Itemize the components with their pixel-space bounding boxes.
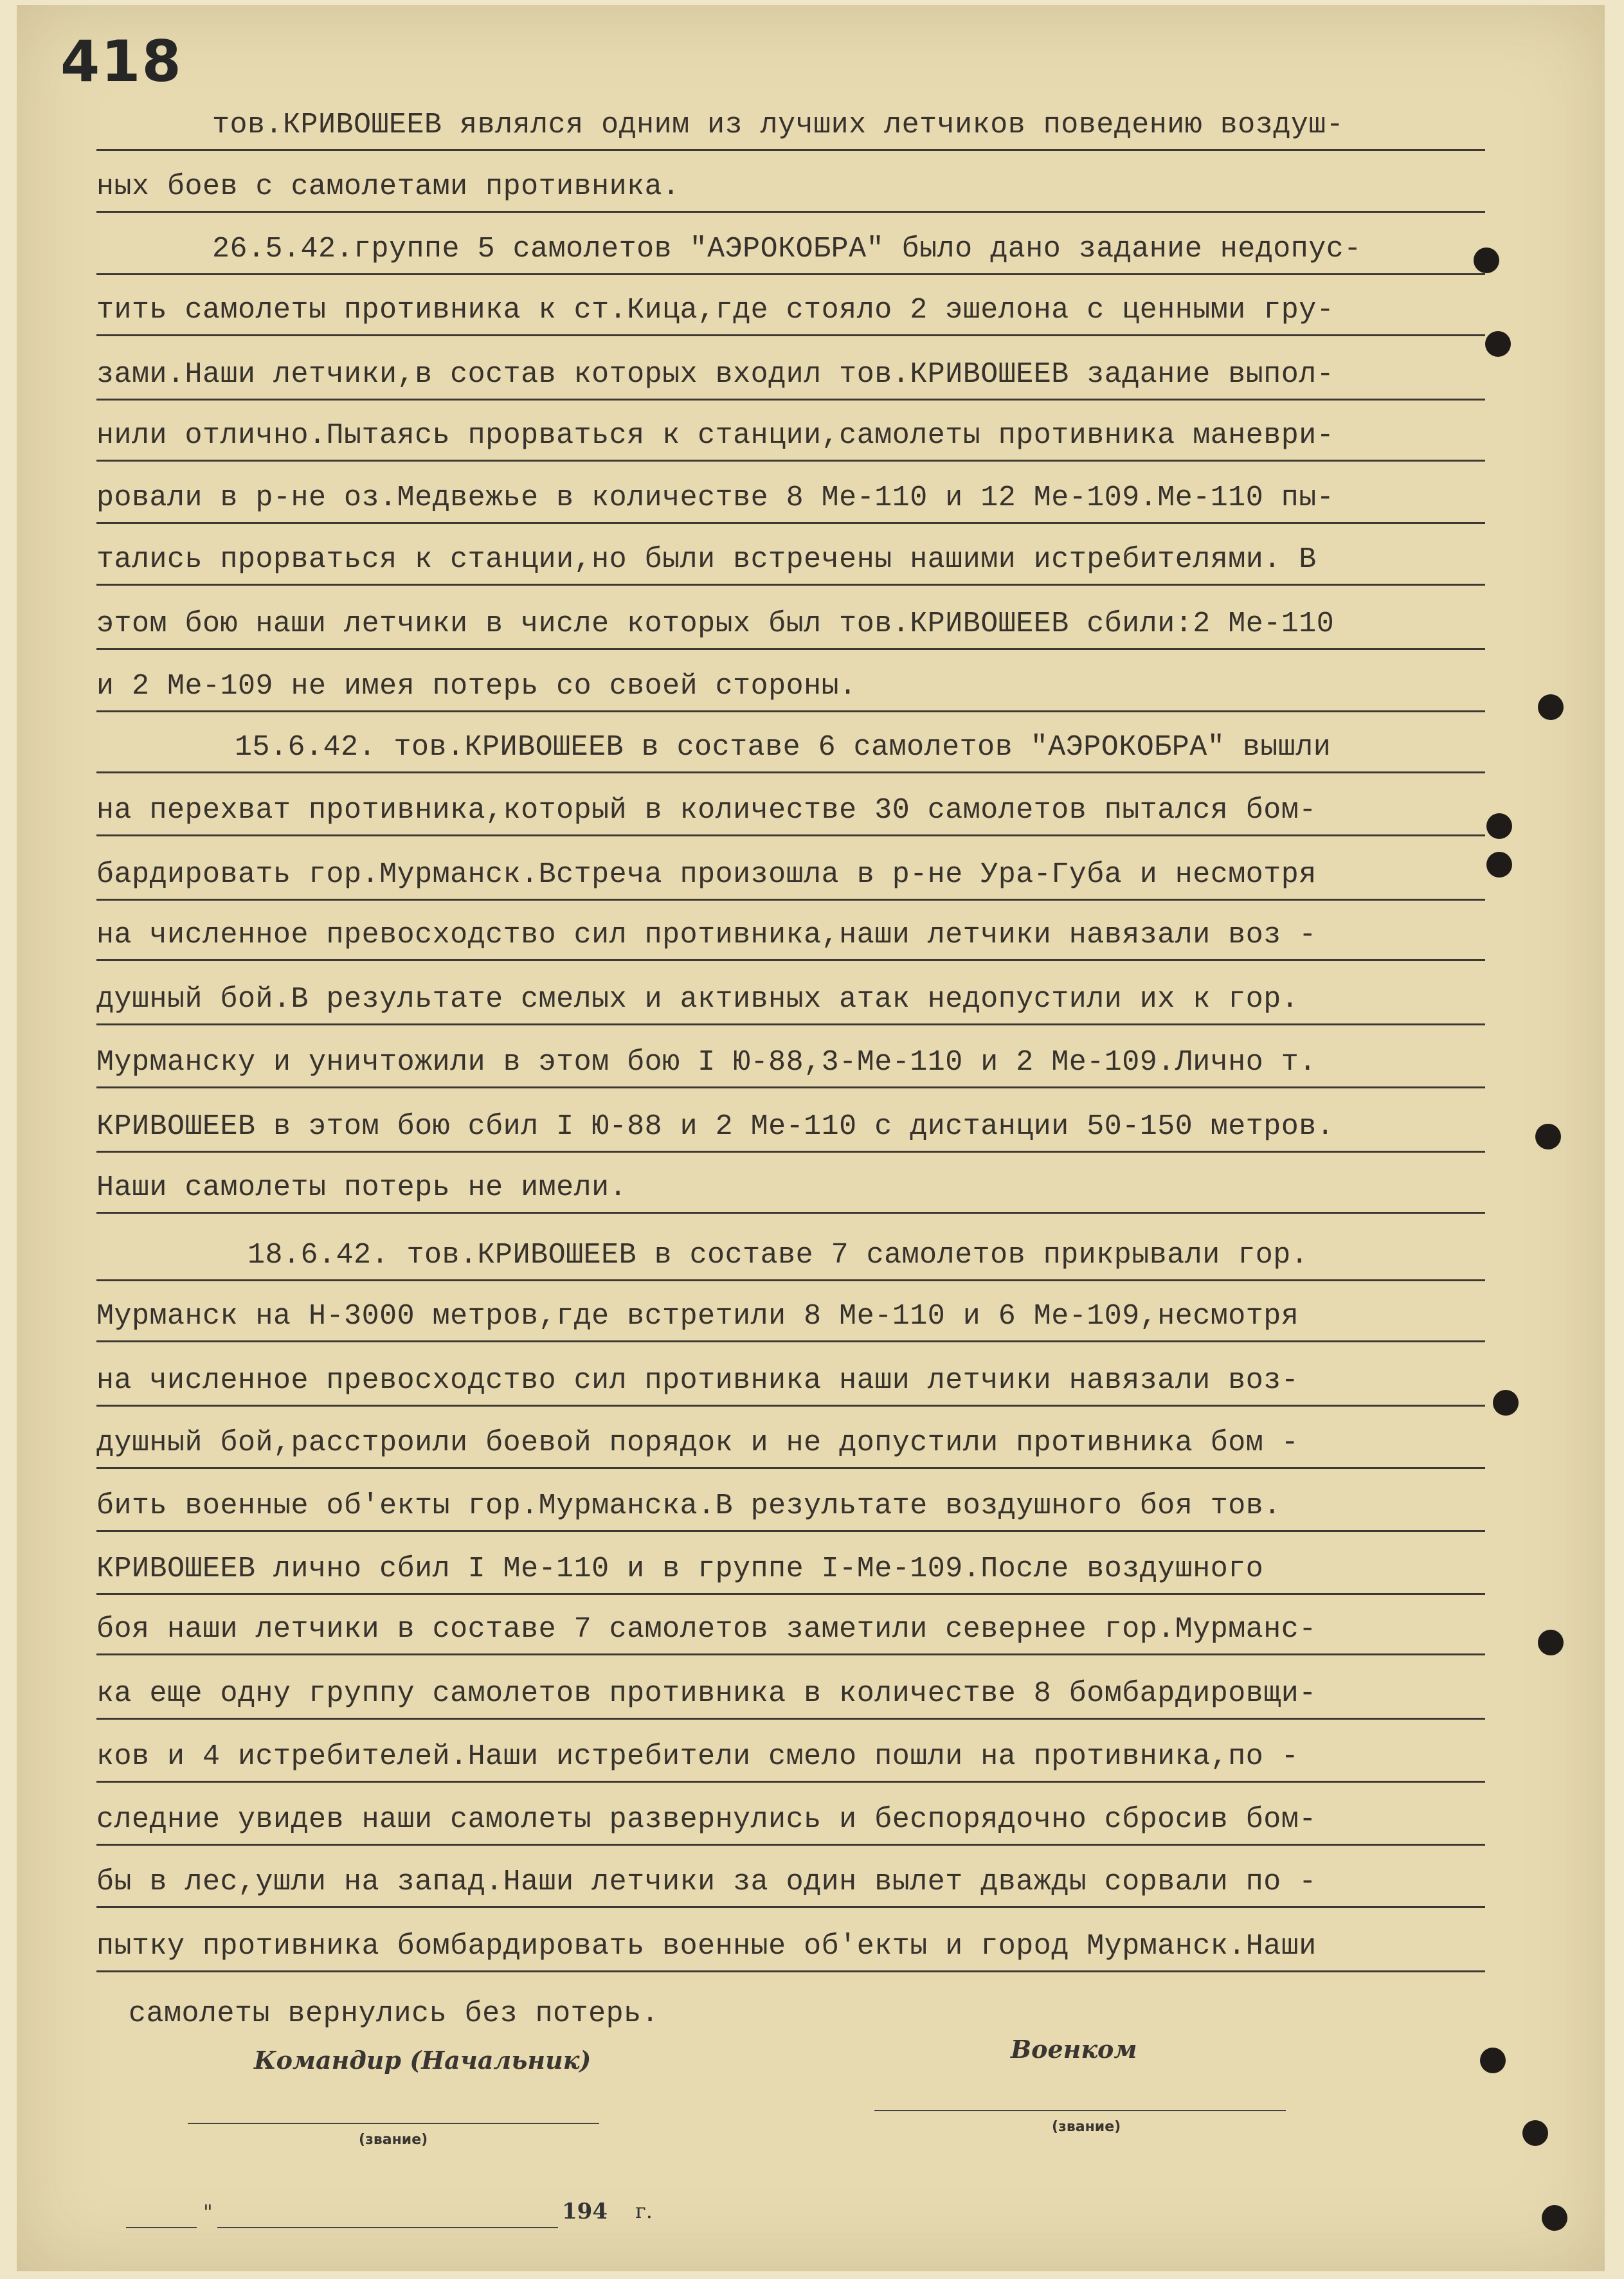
commissar-label: Военком [1011, 2035, 1137, 2064]
body-line: бить военные об'екты гор.Мурманска.В результате воздушного боя тов. [96, 1490, 1281, 1522]
body-line: тить самолеты противника к ст.Кица,где стояло 2 эшелона с ценными гру- [96, 294, 1335, 327]
body-line: на численное превосходство сил противника наши летчики навязали воз- [96, 1364, 1299, 1397]
body-line: 18.6.42. тов.КРИВОШЕЕВ в составе 7 самолетов прикрывали гор. [248, 1239, 1309, 1272]
ruled-line [96, 834, 1485, 836]
binding-hole [1486, 813, 1512, 839]
binding-hole [1486, 852, 1512, 878]
binding-hole [1538, 1630, 1564, 1655]
date-quote: " [203, 2200, 213, 2224]
ruled-line [96, 1970, 1485, 1972]
body-line: душный бой,расстроили боевой порядок и не допустили противника бом - [96, 1427, 1299, 1459]
ruled-line [96, 1718, 1485, 1720]
body-line: ков и 4 истребителей.Наши истребители смело пошли на противника,по - [96, 1740, 1299, 1773]
binding-hole [1542, 2205, 1567, 2231]
ruled-line [96, 1212, 1485, 1214]
binding-hole [1535, 1124, 1561, 1149]
body-line: Мурманск на Н-3000 метров,где встретили 8 Ме-110 и 6 Ме-109,несмотря [96, 1300, 1299, 1333]
body-line: 26.5.42.группе 5 самолетов "АЭРОКОБРА" было дано задание недопус- [212, 233, 1362, 266]
date-day-line [126, 2227, 197, 2228]
body-line: на перехват противника,который в количестве 30 самолетов пытался бом- [96, 794, 1317, 827]
commissar-signature-line [874, 2110, 1286, 2111]
ruled-line [96, 710, 1485, 712]
year-suffix: г. [635, 2199, 653, 2223]
body-line: следние увидев наши самолеты развернулись и беспорядочно сбросив бом- [96, 1803, 1317, 1836]
body-line: ных боев с самолетами противника. [96, 170, 680, 203]
body-line: этом бою наши летчики в числе которых был тов.КРИВОШЕЕВ сбили:2 Ме-110 [96, 608, 1335, 640]
date-month-line [217, 2227, 558, 2228]
ruled-line [96, 1530, 1485, 1532]
body-line: душный бой.В результате смелых и активных атак недопустили их к гор. [96, 983, 1299, 1016]
ruled-line [96, 399, 1485, 401]
ruled-line [96, 149, 1485, 151]
commissar-rank-label: (звание) [1052, 2119, 1121, 2135]
ruled-line [96, 1086, 1485, 1088]
body-line: нили отлично.Пытаясь прорваться к станции,самолеты противника маневри- [96, 419, 1335, 452]
binding-hole [1485, 331, 1511, 357]
body-line: Мурманску и уничтожили в этом бою I Ю-88,3-Ме-110 и 2 Ме-109.Лично т. [96, 1046, 1317, 1079]
ruled-line [96, 959, 1485, 961]
binding-hole [1480, 2048, 1506, 2073]
ruled-line [96, 1023, 1485, 1025]
commander-label: Командир (Начальник) [254, 2046, 591, 2075]
binding-hole [1522, 2120, 1548, 2146]
ruled-line [96, 1844, 1485, 1846]
body-line: и 2 Ме-109 не имея потерь со своей стороны. [96, 670, 857, 703]
body-line: КРИВОШЕЕВ в этом бою сбил I Ю-88 и 2 Ме-110 с дистанции 50-150 метров. [96, 1110, 1335, 1143]
body-line: самолеты вернулись без потерь. [129, 1997, 660, 2030]
ruled-line [96, 899, 1485, 901]
body-line: бардировать гор.Мурманск.Встреча произошла в р-не Ура-Губа и несмотря [96, 858, 1317, 891]
ruled-line [96, 1467, 1485, 1469]
ruled-line [96, 1340, 1485, 1342]
page-number: 418 [60, 28, 183, 95]
body-line: пытку противника бомбардировать военные об'екты и город Мурманск.Наши [96, 1930, 1317, 1963]
body-line: бы в лес,ушли на запад.Наши летчики за один вылет дважды сорвали по - [96, 1866, 1317, 1898]
year-prefix: 194 [562, 2199, 608, 2224]
ruled-line [96, 273, 1485, 275]
body-line: Наши самолеты потерь не имели. [96, 1171, 627, 1204]
body-line: тов.КРИВОШЕЕВ являлся одним из лучших летчиков поведению воздуш- [212, 109, 1344, 141]
ruled-line [96, 211, 1485, 213]
commander-signature-line [188, 2123, 599, 2124]
commander-rank-label: (звание) [359, 2132, 428, 2148]
ruled-line [96, 1593, 1485, 1595]
body-line: на численное превосходство сил противника,наши летчики навязали воз - [96, 919, 1317, 951]
binding-hole [1474, 248, 1499, 273]
binding-hole [1538, 694, 1564, 720]
body-line: КРИВОШЕЕВ лично сбил I Ме-110 и в группе I-Ме-109.После воздушного [96, 1553, 1264, 1585]
body-line: боя наши летчики в составе 7 самолетов заметили севернее гор.Мурманс- [96, 1613, 1317, 1646]
body-line: зами.Наши летчики,в состав которых входил тов.КРИВОШЕЕВ задание выпол- [96, 358, 1335, 391]
body-line: 15.6.42. тов.КРИВОШЕЕВ в составе 6 самолетов "АЭРОКОБРА" вышли [235, 731, 1331, 764]
ruled-line [96, 648, 1485, 650]
ruled-line [96, 1279, 1485, 1281]
body-line: тались прорваться к станции,но были встречены нашими истребителями. В [96, 543, 1317, 576]
binding-hole [1493, 1390, 1519, 1416]
body-line: ровали в р-не оз.Медвежье в количестве 8 Ме-110 и 12 Ме-109.Ме-110 пы- [96, 482, 1335, 514]
ruled-line [96, 1781, 1485, 1783]
ruled-line [96, 460, 1485, 462]
ruled-line [96, 771, 1485, 773]
ruled-line [96, 1405, 1485, 1407]
ruled-line [96, 584, 1485, 586]
ruled-line [96, 1906, 1485, 1908]
ruled-line [96, 1653, 1485, 1655]
ruled-line [96, 522, 1485, 524]
ruled-line [96, 334, 1485, 336]
body-line: ка еще одну группу самолетов противника в количестве 8 бомбардировщи- [96, 1677, 1317, 1710]
ruled-line [96, 1151, 1485, 1153]
